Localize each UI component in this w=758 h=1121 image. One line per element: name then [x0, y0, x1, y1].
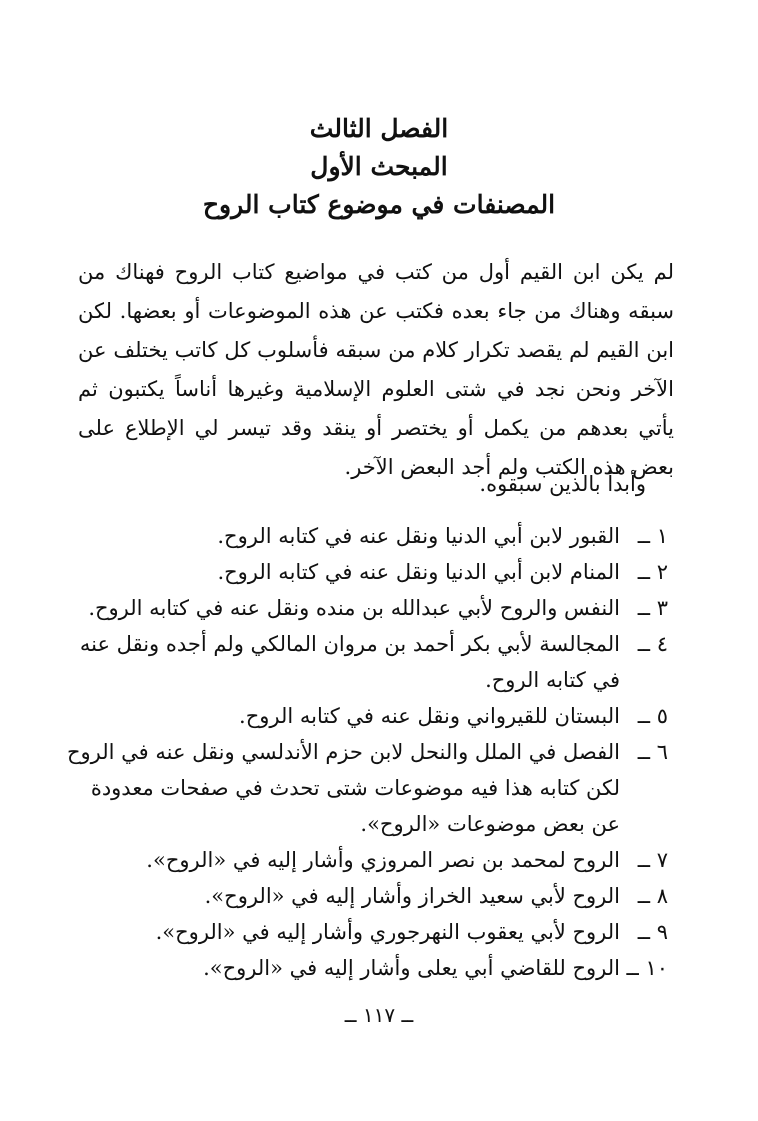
list-item — [62, 626, 668, 698]
list-item — [62, 734, 668, 842]
item-number: ١٠ ــ — [626, 956, 668, 980]
item-number: ٦ ــ — [637, 740, 668, 764]
item-number: ٥ ــ — [637, 704, 668, 728]
list-item — [62, 590, 668, 626]
item-text: الروح لأبي سعيد الخراز وأشار إليه في «الروح». — [204, 884, 620, 908]
item-text: النفس والروح لأبي عبدالله بن منده ونقل عنه في كتابه الروح. — [88, 596, 620, 620]
page-title: المصنفات في موضوع كتاب الروح — [202, 190, 556, 219]
list-item — [62, 698, 668, 734]
item-text: الروح للقاضي أبي يعلى وأشار إليه في «الروح». — [203, 956, 620, 980]
item-text: القبور لابن أبي الدنيا ونقل عنه في كتابه الروح. — [217, 524, 620, 548]
section-heading: المبحث الأول — [310, 152, 448, 181]
list-item — [62, 518, 668, 554]
item-number: ٣ ــ — [637, 596, 668, 620]
page-number: ــ ١١٧ ــ — [344, 1003, 414, 1027]
item-number: ١ ــ — [637, 524, 668, 548]
list-item — [62, 914, 668, 950]
works-list — [62, 518, 668, 986]
list-intro: وأبدأ بالذين سبقوه. — [479, 472, 646, 496]
item-text: الروح لمحمد بن نصر المروزي وأشار إليه في «الروح». — [146, 848, 620, 872]
item-text: الفصل في الملل والنحل لابن حزم الأندلسي ونقل عنه في الروح لكن كتابه هذا فيه موضوعات شتى تحدث في صفحات معدودة عن بعض موضوعات «الروح». — [66, 740, 620, 836]
list-item — [62, 554, 668, 590]
list-item — [62, 950, 668, 986]
item-number: ٧ ــ — [637, 848, 668, 872]
item-number: ٩ ــ — [637, 920, 668, 944]
intro-paragraph: لم يكن ابن القيم أول من كتب في مواضيع كتاب الروح فهناك من سبقه وهناك من جاء بعده فكتب عن هذه الموضوعات أو بعضها. لكن ابن القيم لم يقصد تكرار كلام من سبقه فأسلوب كل كاتب يختلف عن الآخر ونحن نجد في شتى العلوم الإسلامية وغيرها أناساً يكتبون ثم يأتي بعدهم من يكمل أو يختصر أو ينقد وقد تيسر لي الإطلاع على بعض هذه الكتب ولم أجد البعض الآخر. — [78, 260, 674, 479]
chapter-headings — [0, 110, 758, 224]
item-text: الروح لأبي يعقوب النهرجوري وأشار إليه في «الروح». — [155, 920, 620, 944]
item-number: ٢ ــ — [637, 560, 668, 584]
list-item — [62, 878, 668, 914]
item-number: ٨ ــ — [637, 884, 668, 908]
item-text: المجالسة لأبي بكر أحمد بن مروان المالكي ولم أجده ونقل عنه في كتابه الروح. — [79, 632, 620, 692]
item-text: البستان للقيرواني ونقل عنه في كتابه الروح. — [239, 704, 620, 728]
item-text: المنام لابن أبي الدنيا ونقل عنه في كتابه الروح. — [217, 560, 620, 584]
item-number: ٤ ــ — [637, 632, 668, 656]
list-item — [62, 842, 668, 878]
chapter-heading: الفصل الثالث — [309, 114, 449, 143]
